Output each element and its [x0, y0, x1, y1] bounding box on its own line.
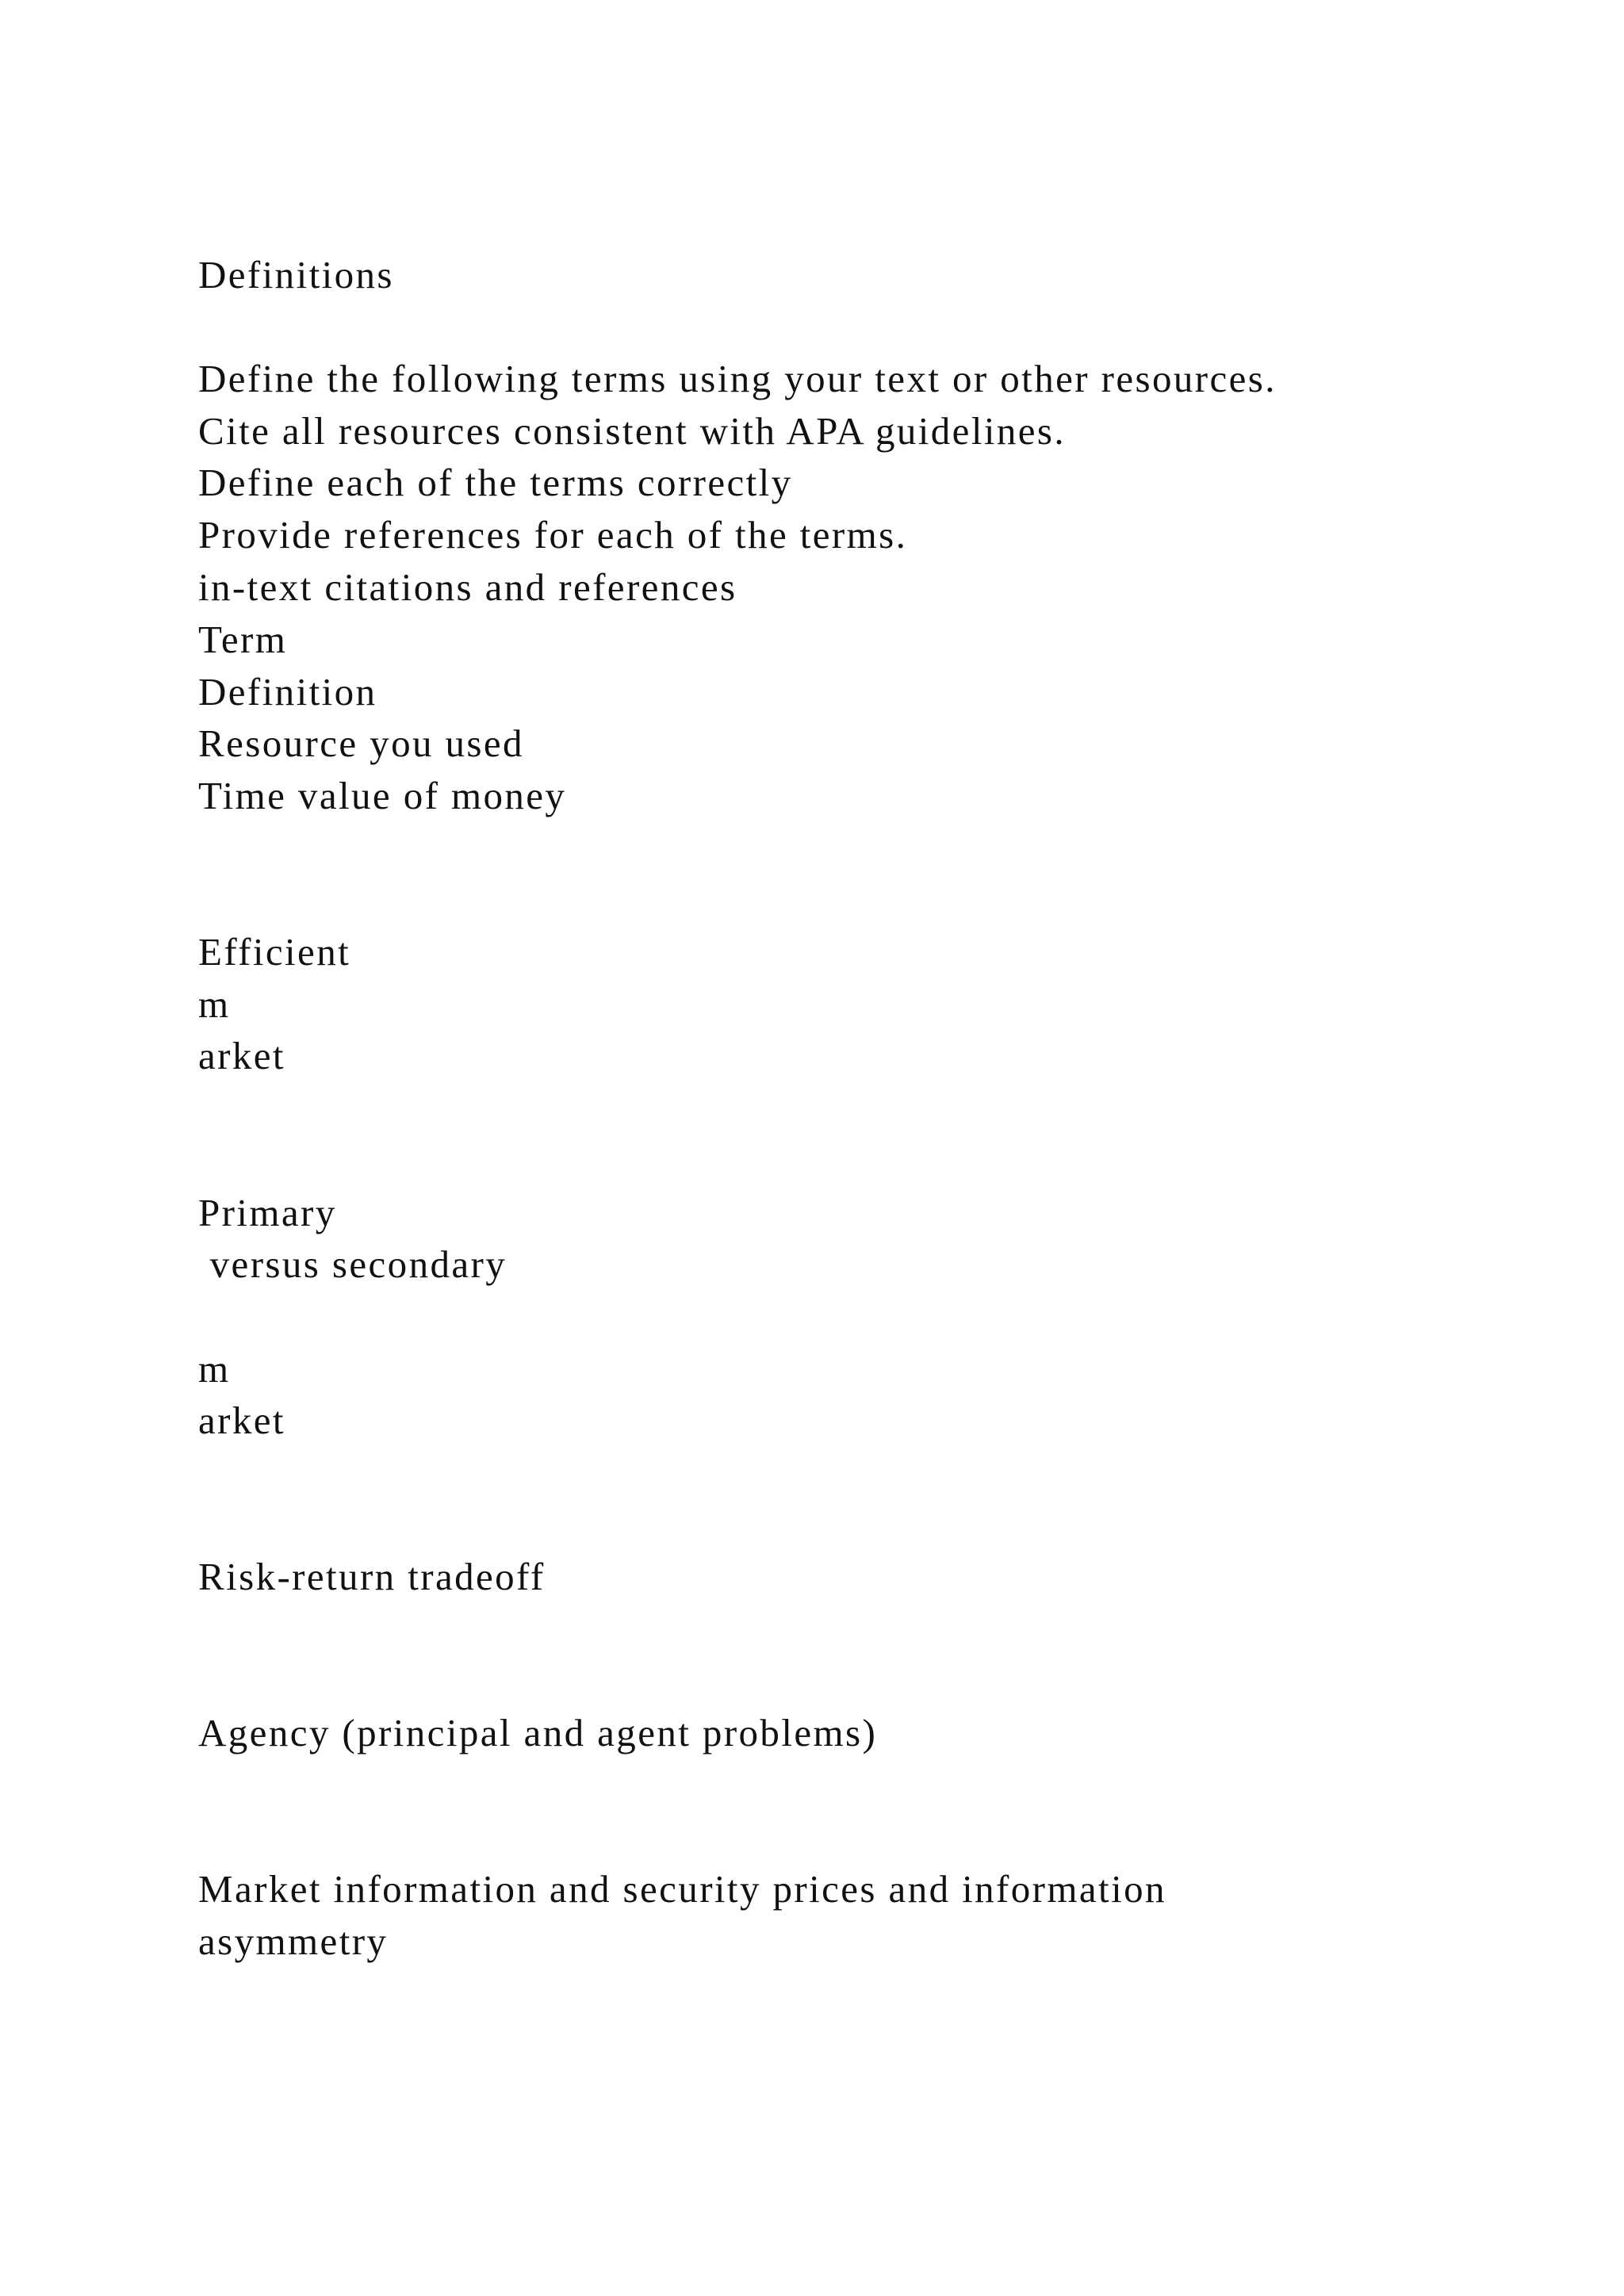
instruction-line: Provide references for each of the terms. — [198, 513, 908, 557]
document-heading: Definitions — [198, 253, 394, 297]
term-efficient-market-line: Efficient — [198, 930, 351, 974]
term-primary-secondary-line: versus secondary — [198, 1242, 508, 1286]
term-efficient-market-line: m — [198, 982, 231, 1026]
header-definition: Definition — [198, 670, 377, 714]
header-term: Term — [198, 618, 288, 661]
term-agency: Agency (principal and agent problems) — [198, 1711, 878, 1755]
term-market-information-line: asymmetry — [198, 1919, 389, 1963]
instruction-line: Define the following terms using your text or other resources. — [198, 357, 1277, 400]
term-primary-secondary-line: m — [198, 1347, 231, 1391]
instruction-line: Define each of the terms correctly — [198, 461, 793, 504]
term-risk-return: Risk-return tradeoff — [198, 1555, 546, 1598]
instruction-line: in-text citations and references — [198, 565, 737, 609]
term-primary-secondary-line: arket — [198, 1399, 285, 1442]
term-efficient-market-line: arket — [198, 1034, 285, 1077]
term-primary-secondary-line: Primary — [198, 1191, 337, 1234]
header-resource: Resource you used — [198, 721, 524, 765]
instruction-line: Cite all resources consistent with APA guidelines. — [198, 409, 1067, 453]
term-time-value-of-money: Time value of money — [198, 774, 567, 817]
term-market-information-line: Market information and security prices and information — [198, 1867, 1166, 1911]
